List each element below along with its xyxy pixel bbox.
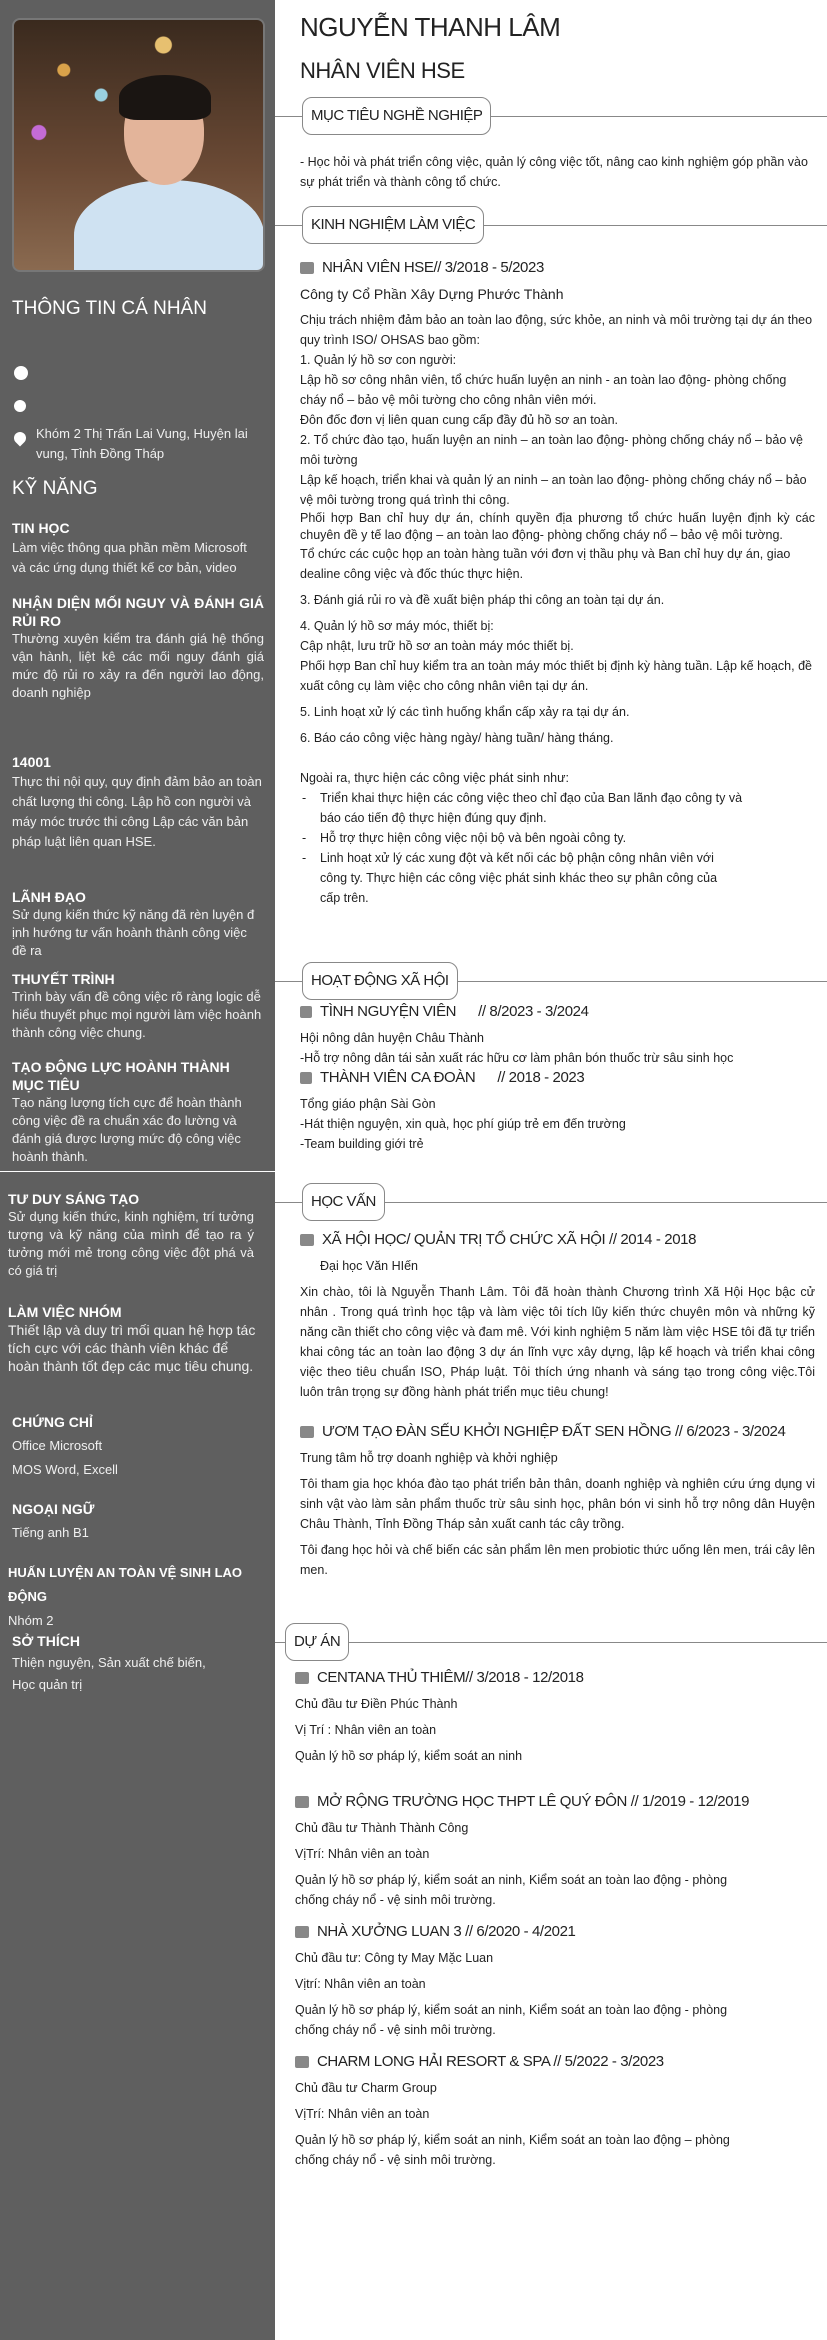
section-objective	[275, 97, 827, 137]
project-description: Quản lý hồ sơ pháp lý, kiểm soát an ninh, Kiểm soát an toàn lao động - phòng chống cháy nổ - vệ sinh môi trường.	[295, 1873, 728, 1907]
project-investor: Chủ đầu tư Điền Phúc Thành	[295, 1697, 458, 1711]
project-name: MỞ RỘNG TRƯỜNG HỌC THPT LÊ QUÝ ĐÔN // 1/2019 - 12/2019	[317, 1793, 750, 1810]
skill-text: Thường xuyên kiểm tra đánh giá hệ thống vận hành, liệt kê các mối nguy đánh giá mức độ rủi ro xảy ra đến người lao động, doanh nghiệp	[12, 631, 264, 700]
globe-icon	[14, 400, 26, 412]
project-name: NHÀ XƯỞNG LUAN 3 // 6/2020 - 4/2021	[317, 1923, 576, 1940]
duty-line: Lập kế hoạch, triển khai và quản lý an ninh – an toàn lao động- phòng chống cháy nổ – bảo vệ môi tường trong quá trình thi công.	[300, 473, 807, 507]
skills-title: KỸ NĂNG	[12, 478, 98, 499]
section-title: DỰ ÁN	[285, 1623, 349, 1661]
candidate-name: NGUYỄN THANH LÂM	[300, 12, 561, 42]
activity-date: // 8/2023 - 3/2024	[478, 1003, 589, 1020]
skill-text: Sử dụng kiến thức kỹ năng đã rèn luyện đ ịnh hướng tư vấn hoành thành công việc đề ra	[12, 907, 255, 958]
location-pin-icon	[12, 430, 29, 447]
duty-line: 5. Linh hoạt xử lý các tình huống khẩn cấp xảy ra tại dự án.	[300, 705, 630, 719]
hobby-item: Học quản trị	[12, 1677, 83, 1692]
address: Khóm 2 Thị Trấn Lai Vung, Huyện lai vung, Tỉnh Đồng Tháp	[36, 426, 248, 461]
duty-line: 2. Tổ chức đào tạo, huấn luyện an ninh – an toàn lao động- phòng chống cháy nổ – bảo vệ môi tường	[300, 433, 803, 467]
duty-line: Phối hợp Ban chỉ huy dự án, chính quyền địa phương tổ chức huấn luyện định kỳ các chuyên đề y tế lao động – an toàn lao động- phòng chống cháy nổ – bảo vệ môi tường.	[300, 511, 815, 542]
activity-role: TÌNH NGUYỆN VIÊN	[320, 1003, 457, 1020]
education-block	[300, 1230, 815, 1580]
project-description: Quản lý hồ sơ pháp lý, kiểm soát an ninh	[295, 1749, 523, 1763]
project-investor: Chủ đầu tư: Công ty May Mặc Luan	[295, 1951, 494, 1965]
skill-title: NHẬN DIỆN MỐI NGUY VÀ ĐÁNH GIÁ RỦI RO	[12, 595, 264, 629]
skill-text: Trình bày vấn đề công việc rõ ràng logic dễ hiểu thuyết phục mọi người làm việc hoành thành công việc chung.	[12, 989, 262, 1040]
skill-text: Thực thi nội quy, quy định đảm bảo an toàn chất lượng thi công. Lập hồ con người và máy móc trước thi công Lập các văn bản pháp luật liên quan HSE.	[12, 774, 262, 849]
project-investor: Chủ đầu tư Thành Thành Công	[295, 1821, 469, 1835]
candidate-role: NHÂN VIÊN HSE	[300, 58, 465, 83]
skill-title: THUYẾT TRÌNH	[12, 971, 115, 987]
section-experience	[275, 206, 827, 246]
school-name: Trung tâm hỗ trợ doanh nghiệp và khởi nghiệp	[300, 1451, 558, 1465]
activity-line: -Hát thiện nguyện, xin quà, học phí giúp trẻ em đến trường	[300, 1117, 626, 1131]
company-name: Công ty Cổ Phần Xây Dựng Phước Thành	[300, 286, 564, 302]
skill-text: Sử dụng kiến thức, kinh nghiệm, trí tưởng tượng và kỹ năng của mình để tạo ra ý tưởng mới mẻ trong công việc đột phá và có giá trị	[8, 1209, 254, 1278]
skill-text: Thiết lập và duy trì mối quan hệ hợp tác tích cực với các thành viên khác để hoàn thành tốt đẹp các mục tiêu chung.	[8, 1322, 256, 1374]
section-title: KINH NGHIỆM LÀM VIỆC	[302, 206, 484, 244]
skill-title: TƯ DUY SÁNG TẠO	[8, 1191, 140, 1207]
activity-org: Hội nông dân huyện Châu Thành	[300, 1031, 484, 1045]
project-name: CHARM LONG HẢI RESORT & SPA // 5/2022 - 3/2023	[317, 2053, 664, 2070]
skill-title: TẠO ĐỘNG LỰC HOÀNH THÀNH MỤC TIÊU	[12, 1059, 230, 1093]
edit-document-icon	[295, 1926, 309, 1938]
skill-title: TIN HỌC	[12, 520, 70, 536]
section-title: HỌC VẤN	[302, 1183, 385, 1221]
section-activities	[275, 962, 827, 1002]
duty-line: 1. Quản lý hồ sơ con người:	[300, 353, 457, 367]
activity-date: // 2018 - 2023	[497, 1069, 585, 1086]
project-description: Quản lý hồ sơ pháp lý, kiểm soát an ninh, Kiểm soát an toàn lao động - phòng chống cháy nổ - vệ sinh môi trường.	[295, 2003, 728, 2037]
divider	[0, 1171, 275, 1172]
person-icon	[300, 1006, 312, 1018]
extra-duty: - Linh hoạt xử lý các xung đột và kết nối các bộ phận công nhân viên với công ty. Thực hiện các công việc phát sinh khác theo sự phân công của cấp trên.	[300, 848, 720, 908]
duty-line: Tổ chức các cuộc họp an toàn hàng tuần với đơn vị thầu phụ và Ban chỉ huy dự án, giao dealine công việc và đốc thúc thực hiện.	[300, 547, 791, 581]
project-position: Vị Trí : Nhân viên an toàn	[295, 1723, 437, 1737]
language-item: Tiếng anh B1	[12, 1525, 89, 1540]
edit-document-icon	[295, 1796, 309, 1808]
duty-line: Lập hồ sơ công nhân viên, tổ chức huấn luyện an ninh - an toàn lao động- phòng chống cháy nổ – bảo vệ môi tường cho công nhân viên mới.	[300, 373, 787, 407]
duty-line: Cập nhật, lưu trữ hồ sơ an toàn máy móc thiết bị.	[300, 639, 574, 653]
duty-line: 3. Đánh giá rủi ro và đề xuất biện pháp thi công an toàn tại dự án.	[300, 593, 665, 607]
briefcase-icon	[300, 262, 314, 274]
hobbies-title: SỞ THÍCH	[12, 1633, 80, 1649]
graduation-cap-icon	[300, 1234, 314, 1246]
project-description: Quản lý hồ sơ pháp lý, kiểm soát an ninh, Kiểm soát an toàn lao động – phòng chống cháy nổ - vệ sinh môi trường.	[295, 2133, 730, 2167]
personal-info-title: THÔNG TIN CÁ NHÂN	[12, 298, 207, 319]
job-title: NHÂN VIÊN HSE// 3/2018 - 5/2023	[322, 259, 544, 276]
profile-photo	[12, 18, 265, 272]
project-name: CENTANA THỦ THIÊM// 3/2018 - 12/2018	[317, 1669, 584, 1686]
skill-title: 14001	[12, 754, 51, 770]
skill-text: Làm việc thông qua phần mềm Microsoft và các ứng dụng thiết kế cơ bản, video	[12, 540, 247, 575]
duty-line: Chịu trách nhiệm đảm bảo an toàn lao động, sức khỏe, an ninh và môi trường tại dự án theo quy trình ISO/ OHSAS bao gồm:	[300, 313, 813, 347]
project-position: Vịtrí: Nhân viên an toàn	[295, 1977, 426, 1991]
duty-line: Phối hợp Ban chỉ huy kiểm tra an toàn máy móc thiết bị định kỳ hàng tuần. Lập kế hoạch, đề xuất công cụ làm việc cho công nhân viên tại dự án.	[300, 659, 812, 693]
training-item: Nhóm 2	[8, 1613, 54, 1628]
project-investor: Chủ đầu tư Charm Group	[295, 2081, 437, 2095]
duty-line: Đôn đốc đơn vị liên quan cung cấp đầy đủ hồ sơ an toàn.	[300, 413, 618, 427]
edit-document-icon	[295, 2056, 309, 2068]
education-paragraph: Tôi tham gia học khóa đào tạo phát triển bản thân, doanh nghiệp và nghiên cứu ứng dụng vi sinh vật vào làm sản phẩm thuốc trừ sâu sinh học, phân bón vi sinh hỗ trợ nông dân Huyện Châu Thành, Tỉnh Đồng Tháp sản xuất canh tác cây trồng.	[300, 1477, 815, 1531]
phone-icon	[14, 366, 28, 380]
certificate-item: MOS Word, Excell	[12, 1462, 118, 1477]
education-paragraph: Tôi đang học hỏi và chế biến các sản phẩm lên men probiotic thức uống lên men, trái cây lên men.	[300, 1543, 815, 1577]
edit-document-icon	[295, 1672, 309, 1684]
section-title: HOẠT ĐỘNG XÃ HỘI	[302, 962, 458, 1000]
graduation-cap-icon	[300, 1426, 314, 1438]
duty-line: 6. Báo cáo công việc hàng ngày/ hàng tuần/ hàng tháng.	[300, 731, 614, 745]
education-paragraph: Xin chào, tôi là Nguyễn Thanh Lâm. Tôi đã hoàn thành Chương trình Xã Hội Học bậc cử nhân . Trong quá trình học tập và làm việc tôi tích lũy kiến thức chuyên môn và những kỹ năng cần thiết cho công việc và đam mê. Với kinh nghiệm 5 năm làm việc HSE tôi đã tự triển khai công tác an toàn lao động 3 dự án lĩnh vực xây dựng, lập kế hoạch và triển khai công việc theo tiêu chuẩn ISO, Pháp luật. Tôi thích ứng nhanh và sáng tạo trong công việc.Tôi luôn trân trọng sự đồng hành phát triển mục tiêu chung!	[300, 1285, 815, 1399]
activity-org: Tổng giáo phận Sài Gòn	[300, 1097, 436, 1111]
duty-line: 4. Quản lý hồ sơ máy móc, thiết bị:	[300, 619, 494, 633]
education-major: ƯƠM TẠO ĐÀN SẾU KHỞI NGHIỆP ĐẤT SEN HỒNG // 6/2023 - 3/2024	[322, 1423, 786, 1440]
certificate-item: Office Microsoft	[12, 1438, 103, 1453]
section-title: MỤC TIÊU NGHỀ NGHIỆP	[302, 97, 491, 135]
hobby-item: Thiện nguyện, Sản xuất chế biến,	[12, 1655, 206, 1670]
section-projects	[275, 1623, 827, 1663]
skill-title: LÃNH ĐẠO	[12, 889, 86, 905]
extra-duty: - Hỗ trợ thực hiện công việc nội bộ và bên ngoài công ty.	[300, 828, 815, 848]
extra-duty: - Triển khai thực hiện các công việc theo chỉ đạo của Ban lãnh đạo công ty và báo cáo tiến độ thực hiện đúng quy định.	[300, 788, 760, 828]
skill-title: LÀM VIỆC NHÓM	[8, 1304, 122, 1320]
certificates-title: CHỨNG CHỈ	[12, 1414, 93, 1430]
activity-line: -Team building giới trẻ	[300, 1137, 424, 1151]
sidebar	[0, 0, 275, 2340]
school-name: Đại học Văn HIến	[320, 1259, 418, 1273]
activity-line: -Hỗ trợ nông dân tái sản xuất rác hữu cơ làm phân bón thuốc trừ sâu sinh học	[300, 1051, 734, 1065]
education-major: XÃ HỘI HỌC/ QUẢN TRỊ TỔ CHỨC XÃ HỘI // 2014 - 2018	[322, 1231, 697, 1248]
skill-text: Tạo năng lượng tích cực để hoàn thành công việc đề ra chuẩn xác đo lường và đánh giá được lượng mức độ công việc hoành thành.	[12, 1095, 242, 1164]
objective-text: - Học hỏi và phát triển công việc, quản lý công việc tốt, nâng cao kinh nghiệm góp phần vào sự phát triển và thành công tổ chức.	[300, 155, 808, 189]
projects-block	[295, 1668, 810, 2170]
project-position: VịTrí: Nhân viên an toàn	[295, 2107, 430, 2121]
activity-role: THÀNH VIÊN CA ĐOÀN	[320, 1069, 476, 1086]
training-title: HUẤN LUYỆN AN TOÀN VỆ SINH LAO ĐỘNG	[8, 1565, 243, 1604]
activities-block	[300, 1002, 815, 1154]
section-education	[275, 1183, 827, 1223]
project-position: VịTrí: Nhân viên an toàn	[295, 1847, 430, 1861]
languages-title: NGOẠI NGỮ	[12, 1501, 95, 1517]
duty-line: Ngoài ra, thực hiện các công việc phát sinh như:	[300, 771, 569, 785]
person-icon	[300, 1072, 312, 1084]
experience-block	[300, 258, 815, 908]
